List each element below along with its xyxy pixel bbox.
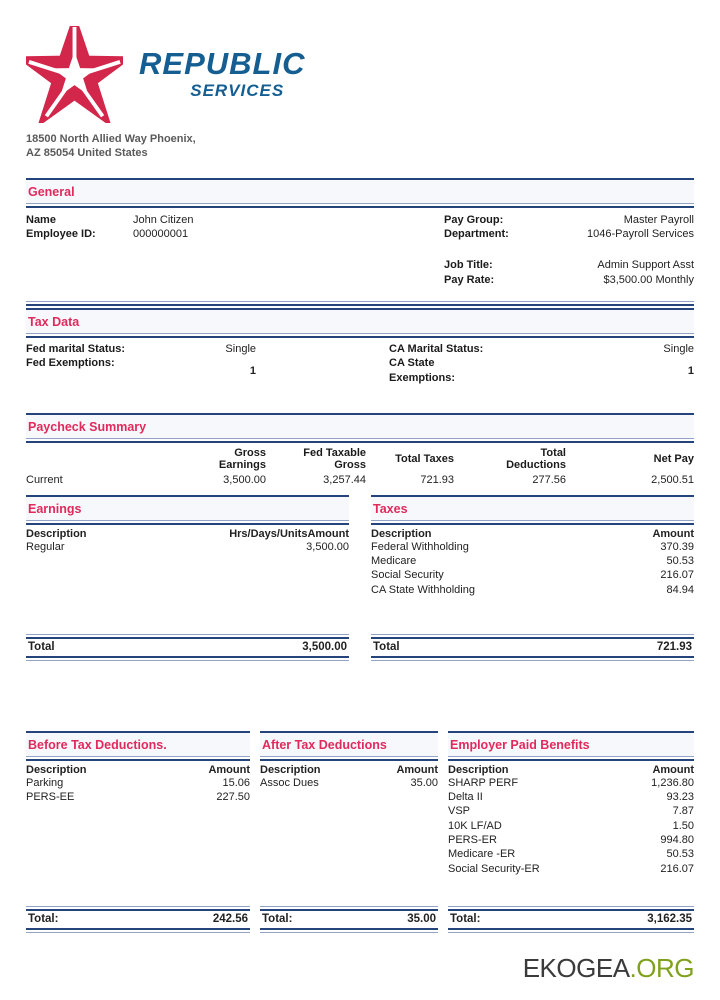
before-tax-total-row bbox=[26, 906, 250, 933]
rule bbox=[26, 438, 694, 443]
field-pay-rate bbox=[444, 273, 694, 288]
table-row bbox=[26, 776, 250, 790]
employer-benefits-header bbox=[448, 731, 694, 756]
before-tax-header bbox=[26, 731, 250, 756]
field-fed-marital-status bbox=[26, 342, 360, 357]
section-earnings bbox=[26, 495, 349, 661]
taxes-rows bbox=[371, 540, 694, 632]
employer-benefits-title: Employer Paid Benefits bbox=[450, 737, 590, 752]
field-fed-exemptions bbox=[26, 356, 360, 379]
employer-benefits-rows bbox=[448, 776, 694, 904]
recycling-star-icon bbox=[26, 26, 123, 123]
total-amount: 3,162.35 bbox=[647, 912, 692, 925]
general-right-column bbox=[444, 213, 694, 301]
paycheck-summary-title: Paycheck Summary bbox=[28, 419, 147, 434]
benefit-amount: 7.87 bbox=[672, 805, 694, 818]
general-body bbox=[26, 208, 694, 301]
tax-data-title: Tax Data bbox=[28, 314, 80, 329]
field-job-title bbox=[444, 258, 694, 273]
table-row bbox=[448, 790, 694, 804]
column-header: Fed Taxable Gross bbox=[303, 446, 366, 472]
after-tax-rows bbox=[260, 776, 438, 904]
deduction-description: PERS-EE bbox=[26, 791, 75, 804]
benefit-description: VSP bbox=[448, 805, 471, 818]
field-label: Department: bbox=[444, 228, 509, 241]
section-general bbox=[26, 178, 694, 306]
employer-benefits-column-headers bbox=[448, 761, 694, 776]
column-header bbox=[26, 445, 156, 473]
deduction-description: Assoc Dues bbox=[260, 776, 319, 789]
table-row bbox=[448, 847, 694, 861]
column-header: Description bbox=[26, 763, 87, 776]
company-wordmark bbox=[139, 48, 305, 99]
footer-watermark bbox=[523, 953, 694, 984]
earning-hours bbox=[161, 540, 306, 554]
general-left-column bbox=[26, 213, 381, 301]
benefit-amount: 93.23 bbox=[666, 791, 694, 804]
field-label: Job Title: bbox=[444, 259, 493, 272]
total-amount: 721.93 bbox=[656, 640, 692, 653]
tax-amount: 50.53 bbox=[666, 555, 694, 568]
employer-benefits-total-row bbox=[448, 906, 694, 933]
column-header: Total Taxes bbox=[395, 452, 454, 465]
column-header: Amount bbox=[652, 763, 694, 776]
earnings-header bbox=[26, 495, 349, 520]
taxes-total-row bbox=[371, 634, 694, 661]
table-row bbox=[371, 540, 694, 554]
field-value: 1 bbox=[687, 365, 694, 378]
field-name bbox=[26, 213, 381, 228]
deduction-description: Parking bbox=[26, 776, 64, 789]
total-deductions-value: 277.56 bbox=[532, 473, 566, 486]
before-tax-rows bbox=[26, 776, 250, 904]
earnings-title: Earnings bbox=[28, 501, 82, 516]
table-row bbox=[448, 804, 694, 818]
field-label: Fed Exemptions: bbox=[26, 357, 115, 370]
column-header: Hrs/Days/Units bbox=[229, 527, 308, 540]
total-label: Total: bbox=[450, 912, 481, 925]
tax-description: Federal Withholding bbox=[371, 540, 469, 553]
before-tax-title: Before Tax Deductions. bbox=[28, 737, 167, 752]
section-employer-paid-benefits bbox=[448, 731, 694, 933]
after-tax-column-headers bbox=[260, 761, 438, 776]
deduction-amount: 35.00 bbox=[410, 776, 438, 789]
net-pay-value: 2,500.51 bbox=[651, 473, 694, 486]
general-title: General bbox=[28, 184, 75, 199]
tax-right-column bbox=[389, 342, 694, 404]
section-after-tax-deductions bbox=[260, 731, 438, 933]
field-department bbox=[444, 227, 694, 242]
tax-amount: 370.39 bbox=[660, 540, 694, 553]
general-header bbox=[26, 178, 694, 203]
company-name-sub: SERVICES bbox=[190, 81, 285, 100]
tax-description: Medicare bbox=[371, 555, 417, 568]
row-label: Current bbox=[26, 473, 63, 486]
section-paycheck-summary bbox=[26, 413, 694, 487]
tax-amount: 216.07 bbox=[660, 569, 694, 582]
table-row bbox=[26, 473, 694, 487]
table-row bbox=[371, 583, 694, 597]
field-label: Pay Rate: bbox=[444, 274, 495, 287]
total-label: Total: bbox=[262, 912, 293, 925]
earnings-rows bbox=[26, 540, 349, 632]
table-row bbox=[371, 554, 694, 568]
after-tax-total-row bbox=[260, 906, 438, 933]
table-row bbox=[448, 833, 694, 847]
total-taxes-value: 721.93 bbox=[420, 473, 454, 486]
table-row bbox=[371, 568, 694, 582]
deduction-amount: 227.50 bbox=[216, 791, 250, 804]
field-value: $3,500.00 Monthly bbox=[603, 274, 694, 287]
table-row bbox=[26, 540, 349, 554]
paycheck-summary-table bbox=[26, 445, 694, 487]
fed-taxable-gross-value: 3,257.44 bbox=[323, 473, 366, 486]
field-label: CA State Exemptions: bbox=[389, 357, 456, 385]
earnings-column-headers bbox=[26, 525, 349, 540]
column-header: Total Deductions bbox=[506, 446, 566, 472]
benefit-amount: 216.07 bbox=[660, 862, 694, 875]
deductions-benefits-row bbox=[26, 731, 694, 933]
field-pay-group bbox=[444, 213, 694, 228]
gross-earnings-value: 3,500.00 bbox=[223, 473, 266, 486]
benefit-description: Delta II bbox=[448, 791, 483, 804]
earning-amount: 3,500.00 bbox=[306, 540, 349, 553]
column-header: Amount bbox=[307, 527, 349, 540]
section-before-tax-deductions bbox=[26, 731, 250, 933]
benefit-description: SHARP PERF bbox=[448, 776, 519, 789]
field-label: Fed marital Status: bbox=[26, 342, 126, 355]
table-row bbox=[448, 776, 694, 790]
address-line-2: AZ 85054 United States bbox=[26, 147, 148, 160]
address-line-1: 18500 North Allied Way Phoenix, bbox=[26, 133, 196, 145]
field-label: Pay Group: bbox=[444, 213, 504, 226]
section-taxes bbox=[371, 495, 694, 661]
field-value: 000000001 bbox=[133, 228, 189, 241]
column-header: Gross Earnings bbox=[218, 446, 266, 472]
table-row bbox=[260, 776, 438, 790]
earning-description: Regular bbox=[26, 540, 65, 553]
field-ca-state-exemptions bbox=[389, 356, 694, 386]
column-header: Description bbox=[260, 763, 321, 776]
table-row bbox=[448, 819, 694, 833]
total-label: Total: bbox=[28, 912, 59, 925]
deduction-amount: 15.06 bbox=[222, 776, 250, 789]
field-value: John Citizen bbox=[133, 213, 194, 226]
benefit-description: PERS-ER bbox=[448, 834, 497, 847]
total-amount: 3,500.00 bbox=[302, 640, 347, 653]
column-header: Description bbox=[26, 527, 87, 540]
section-tax-data bbox=[26, 308, 694, 404]
field-employee-id bbox=[26, 227, 381, 242]
total-label: Total bbox=[28, 640, 55, 653]
benefit-description: Medicare -ER bbox=[448, 848, 516, 861]
taxes-column-headers bbox=[371, 525, 694, 540]
field-label: Name bbox=[26, 213, 56, 226]
paycheck-summary-header bbox=[26, 413, 694, 438]
table-row bbox=[448, 862, 694, 876]
column-header: Amount bbox=[208, 763, 250, 776]
company-address bbox=[26, 132, 694, 161]
benefit-amount: 994.80 bbox=[660, 834, 694, 847]
benefit-description: 10K LF/AD bbox=[448, 819, 502, 832]
table-header-row bbox=[26, 445, 694, 473]
tax-data-body bbox=[26, 338, 694, 404]
tax-amount: 84.94 bbox=[666, 583, 694, 596]
after-tax-title: After Tax Deductions bbox=[262, 737, 387, 752]
column-header: Amount bbox=[652, 527, 694, 540]
field-value: Admin Support Asst bbox=[597, 259, 694, 272]
company-header bbox=[26, 26, 694, 123]
benefit-amount: 50.53 bbox=[666, 848, 694, 861]
tax-left-column bbox=[26, 342, 360, 404]
column-header: Net Pay bbox=[653, 452, 694, 465]
footer-brand-name: EKOGEA bbox=[522, 953, 630, 983]
field-value: Master Payroll bbox=[623, 213, 694, 226]
field-ca-marital-status bbox=[389, 342, 694, 357]
total-amount: 242.56 bbox=[212, 912, 248, 925]
tax-description: CA State Withholding bbox=[371, 583, 475, 596]
field-value: Single bbox=[663, 342, 694, 355]
total-label: Total bbox=[373, 640, 400, 653]
field-value: 1046-Payroll Services bbox=[587, 228, 694, 241]
rule bbox=[26, 301, 694, 306]
field-value: 1 bbox=[249, 365, 256, 378]
field-value: Single bbox=[225, 342, 256, 355]
column-header: Description bbox=[371, 527, 432, 540]
column-header: Amount bbox=[396, 763, 438, 776]
column-header: Description bbox=[448, 763, 509, 776]
field-label: CA Marital Status: bbox=[389, 342, 484, 355]
table-row bbox=[26, 790, 250, 804]
footer-brand-suffix: .ORG bbox=[629, 953, 694, 983]
taxes-header bbox=[371, 495, 694, 520]
field-label: Employee ID: bbox=[26, 228, 96, 241]
taxes-title: Taxes bbox=[373, 501, 408, 516]
earnings-taxes-row bbox=[26, 495, 694, 661]
after-tax-header bbox=[260, 731, 438, 756]
benefit-amount: 1,236.80 bbox=[651, 776, 694, 789]
benefit-amount: 1.50 bbox=[672, 819, 694, 832]
tax-data-header bbox=[26, 308, 694, 333]
spacer bbox=[444, 242, 694, 258]
before-tax-column-headers bbox=[26, 761, 250, 776]
earnings-total-row bbox=[26, 634, 349, 661]
company-name: REPUBLIC bbox=[139, 46, 306, 81]
total-amount: 35.00 bbox=[407, 912, 436, 925]
tax-description: Social Security bbox=[371, 569, 444, 582]
benefit-description: Social Security-ER bbox=[448, 862, 540, 875]
